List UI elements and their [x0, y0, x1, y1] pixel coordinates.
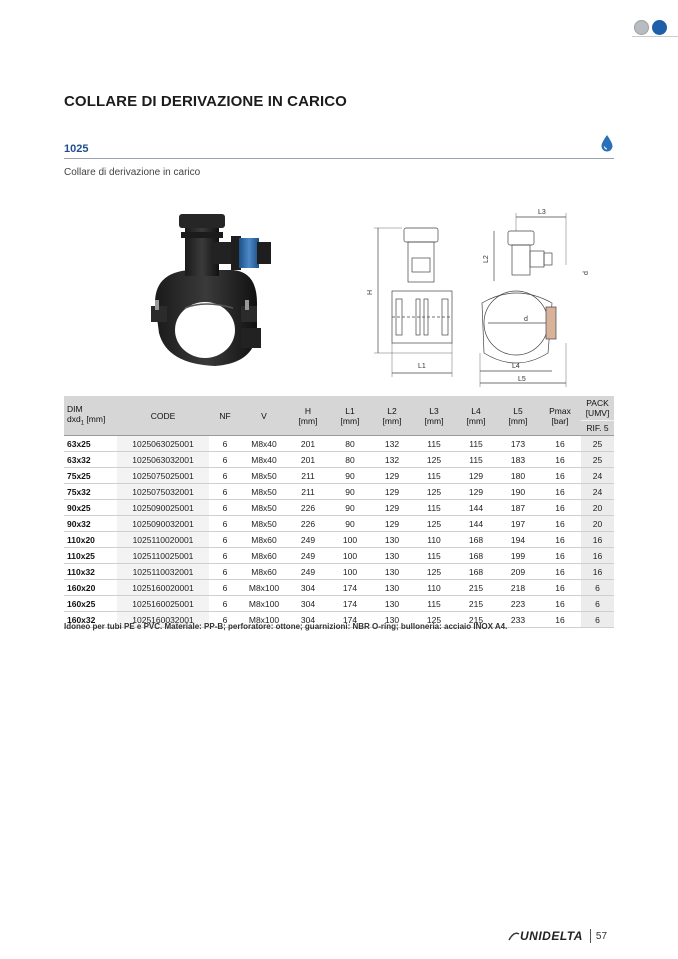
cell-h: 304 [287, 580, 329, 596]
cell-pack: 6 [581, 580, 614, 596]
cell-nf: 6 [209, 580, 241, 596]
cell-code: 1025090025001 [117, 500, 209, 516]
cell-h: 304 [287, 596, 329, 612]
cell-l4: 115 [455, 436, 497, 452]
technical-drawing [366, 203, 606, 388]
cell-pmax: 16 [539, 468, 581, 484]
cell-l3: 125 [413, 452, 455, 468]
cell-h: 304 [287, 612, 329, 628]
cell-l3: 115 [413, 468, 455, 484]
cell-l4: 168 [455, 532, 497, 548]
cell-nf: 6 [209, 596, 241, 612]
cell-v: M8x50 [241, 516, 287, 532]
cell-code: 1025110032001 [117, 564, 209, 580]
cell-dim: 75x32 [64, 484, 117, 500]
cell-pmax: 16 [539, 484, 581, 500]
cell-l2: 130 [371, 532, 413, 548]
col-l3: L3 [mm] [413, 396, 455, 436]
cell-dim: 110x25 [64, 548, 117, 564]
cell-l3: 125 [413, 564, 455, 580]
cell-pmax: 16 [539, 548, 581, 564]
side-view [480, 213, 566, 387]
cell-v: M8x100 [241, 596, 287, 612]
brand-name: UNIDELTA [520, 929, 583, 943]
cell-pmax: 16 [539, 564, 581, 580]
blue-circle-icon [652, 20, 667, 35]
cell-v: M8x50 [241, 484, 287, 500]
cell-l2: 130 [371, 564, 413, 580]
cell-l5: 209 [497, 564, 539, 580]
cell-l4: 144 [455, 500, 497, 516]
cell-l2: 129 [371, 468, 413, 484]
col-pack: PACK [UMV] RIF. 5 [581, 396, 614, 436]
cell-l2: 129 [371, 500, 413, 516]
cell-pack: 20 [581, 500, 614, 516]
cell-dim: 110x20 [64, 532, 117, 548]
cell-l4: 129 [455, 484, 497, 500]
label-l2: L2 [483, 255, 490, 263]
grey-circle-icon [634, 20, 649, 35]
cell-code: 1025160025001 [117, 596, 209, 612]
cell-h: 226 [287, 500, 329, 516]
page-title: COLLARE DI DERIVAZIONE IN CARICO [64, 93, 347, 110]
cell-l5: 194 [497, 532, 539, 548]
cell-nf: 6 [209, 548, 241, 564]
cell-code: 1025063025001 [117, 436, 209, 452]
table-row [64, 484, 614, 500]
cell-l1: 174 [329, 596, 371, 612]
cell-l5: 187 [497, 500, 539, 516]
cell-l1: 100 [329, 548, 371, 564]
cell-l3: 110 [413, 580, 455, 596]
cell-l5: 197 [497, 516, 539, 532]
cell-l3: 115 [413, 436, 455, 452]
table-row [64, 436, 614, 452]
cell-code: 1025075032001 [117, 484, 209, 500]
cell-l4: 215 [455, 580, 497, 596]
cell-h: 249 [287, 548, 329, 564]
cell-h: 211 [287, 468, 329, 484]
spec-table [64, 396, 614, 628]
cell-code: 1025090032001 [117, 516, 209, 532]
cell-pmax: 16 [539, 452, 581, 468]
table-body [64, 436, 614, 628]
cell-pack: 16 [581, 564, 614, 580]
front-view [374, 228, 452, 377]
cell-l1: 100 [329, 564, 371, 580]
cell-dim: 90x32 [64, 516, 117, 532]
table-row [64, 596, 614, 612]
label-d1: d [583, 271, 590, 275]
cell-pmax: 16 [539, 580, 581, 596]
col-code: CODE [117, 396, 209, 436]
cell-l4: 215 [455, 596, 497, 612]
table-row [64, 580, 614, 596]
cell-l5: 180 [497, 468, 539, 484]
cell-nf: 6 [209, 564, 241, 580]
table-header-row [64, 396, 614, 436]
dim-header-line1: DIM [67, 404, 83, 415]
cell-l4: 168 [455, 564, 497, 580]
cell-pack: 24 [581, 468, 614, 484]
footer-brand [508, 929, 607, 943]
cell-v: M8x100 [241, 580, 287, 596]
cell-dim: 160x20 [64, 580, 117, 596]
cell-nf: 6 [209, 468, 241, 484]
cell-l1: 174 [329, 612, 371, 628]
cell-l3: 110 [413, 532, 455, 548]
col-pmax: Pmax [bar] [539, 396, 581, 436]
cell-l2: 130 [371, 596, 413, 612]
cell-l2: 130 [371, 580, 413, 596]
cell-nf: 6 [209, 500, 241, 516]
title-divider [64, 158, 614, 159]
label-l5: L5 [518, 376, 526, 383]
cell-l3: 125 [413, 516, 455, 532]
cell-pack: 16 [581, 532, 614, 548]
cell-l3: 125 [413, 612, 455, 628]
cell-h: 201 [287, 452, 329, 468]
cell-l1: 90 [329, 500, 371, 516]
cell-code: 1025110025001 [117, 548, 209, 564]
cell-l2: 132 [371, 436, 413, 452]
col-h: H [mm] [287, 396, 329, 436]
cell-l2: 132 [371, 452, 413, 468]
col-l1: L1 [mm] [329, 396, 371, 436]
cell-dim: 63x25 [64, 436, 117, 452]
cell-pack: 16 [581, 548, 614, 564]
cell-l5: 218 [497, 580, 539, 596]
cell-l3: 115 [413, 500, 455, 516]
table-row [64, 516, 614, 532]
cell-pack: 25 [581, 436, 614, 452]
cell-dim: 90x25 [64, 500, 117, 516]
cell-l4: 215 [455, 612, 497, 628]
cell-v: M8x100 [241, 612, 287, 628]
cell-l4: 144 [455, 516, 497, 532]
cell-l5: 223 [497, 596, 539, 612]
cell-v: M8x60 [241, 548, 287, 564]
cell-l3: 115 [413, 596, 455, 612]
cell-pmax: 16 [539, 532, 581, 548]
cell-l1: 90 [329, 484, 371, 500]
col-l5: L5 [mm] [497, 396, 539, 436]
label-l1: L1 [418, 363, 426, 370]
cell-l5: 199 [497, 548, 539, 564]
section-indicator [634, 20, 667, 35]
cell-code: 1025075025001 [117, 468, 209, 484]
label-l4: L4 [512, 363, 520, 370]
cell-l1: 90 [329, 516, 371, 532]
material-note: Idoneo per tubi PE e PVC. Materiale: PP-B; perforatore: ottone; guarnizioni: NBR O-ring; bulloneria: acciaio INOX A4. [64, 622, 508, 631]
col-l4: L4 [mm] [455, 396, 497, 436]
product-code: 1025 [64, 143, 89, 155]
label-l3: L3 [538, 209, 546, 216]
cell-pack: 6 [581, 596, 614, 612]
cell-l5: 190 [497, 484, 539, 500]
cell-l4: 168 [455, 548, 497, 564]
table-row [64, 468, 614, 484]
cell-l1: 90 [329, 468, 371, 484]
table-row [64, 500, 614, 516]
cell-pmax: 16 [539, 500, 581, 516]
cell-pack: 20 [581, 516, 614, 532]
cell-l5: 183 [497, 452, 539, 468]
dim-header-line2: dxd$_1$ [mm] [67, 414, 106, 427]
cell-pmax: 16 [539, 596, 581, 612]
cell-dim: 75x25 [64, 468, 117, 484]
unidelta-logo-icon [508, 930, 520, 942]
cell-v: M8x40 [241, 436, 287, 452]
cell-pack: 25 [581, 452, 614, 468]
cell-pack: 24 [581, 484, 614, 500]
cell-dim: 110x32 [64, 564, 117, 580]
cell-pack: 6 [581, 612, 614, 628]
cell-pmax: 16 [539, 436, 581, 452]
footer-separator [590, 929, 591, 943]
cell-nf: 6 [209, 532, 241, 548]
cell-l1: 80 [329, 452, 371, 468]
cell-h: 226 [287, 516, 329, 532]
cell-nf: 6 [209, 516, 241, 532]
cell-v: M8x60 [241, 564, 287, 580]
cell-nf: 6 [209, 452, 241, 468]
cell-l2: 130 [371, 548, 413, 564]
water-drop-icon [600, 134, 614, 152]
cell-dim: 160x25 [64, 596, 117, 612]
cell-dim: 63x32 [64, 452, 117, 468]
cell-l5: 233 [497, 612, 539, 628]
cell-pmax: 16 [539, 516, 581, 532]
cell-dim: 160x32 [64, 612, 117, 628]
cell-v: M8x60 [241, 532, 287, 548]
cell-l5: 173 [497, 436, 539, 452]
col-nf: NF [209, 396, 241, 436]
cell-l2: 130 [371, 612, 413, 628]
cell-code: 1025160032001 [117, 612, 209, 628]
cell-h: 249 [287, 564, 329, 580]
col-dim [64, 396, 117, 436]
cell-l2: 129 [371, 516, 413, 532]
cell-nf: 6 [209, 484, 241, 500]
table-row [64, 548, 614, 564]
cell-l3: 125 [413, 484, 455, 500]
product-photo [145, 208, 285, 378]
cell-h: 249 [287, 532, 329, 548]
col-l2: L2 [mm] [371, 396, 413, 436]
top-divider [632, 36, 678, 37]
cell-v: M8x50 [241, 468, 287, 484]
table-row [64, 564, 614, 580]
col-v: V [241, 396, 287, 436]
cell-code: 1025063032001 [117, 452, 209, 468]
cell-h: 201 [287, 436, 329, 452]
cell-v: M8x50 [241, 500, 287, 516]
table-row [64, 532, 614, 548]
cell-h: 211 [287, 484, 329, 500]
cell-nf: 6 [209, 612, 241, 628]
product-subtitle: Collare di derivazione in carico [64, 167, 201, 178]
cell-l1: 174 [329, 580, 371, 596]
cell-v: M8x40 [241, 452, 287, 468]
cell-code: 1025160020001 [117, 580, 209, 596]
cell-l1: 100 [329, 532, 371, 548]
label-d: d [524, 316, 528, 323]
cell-l4: 115 [455, 452, 497, 468]
cell-l1: 80 [329, 436, 371, 452]
label-h: H [367, 289, 374, 295]
cell-code: 1025110020001 [117, 532, 209, 548]
cell-l2: 129 [371, 484, 413, 500]
table-row [64, 452, 614, 468]
cell-l4: 129 [455, 468, 497, 484]
cell-pmax: 16 [539, 612, 581, 628]
cell-nf: 6 [209, 436, 241, 452]
cell-l3: 115 [413, 548, 455, 564]
page-number: 57 [595, 930, 608, 942]
